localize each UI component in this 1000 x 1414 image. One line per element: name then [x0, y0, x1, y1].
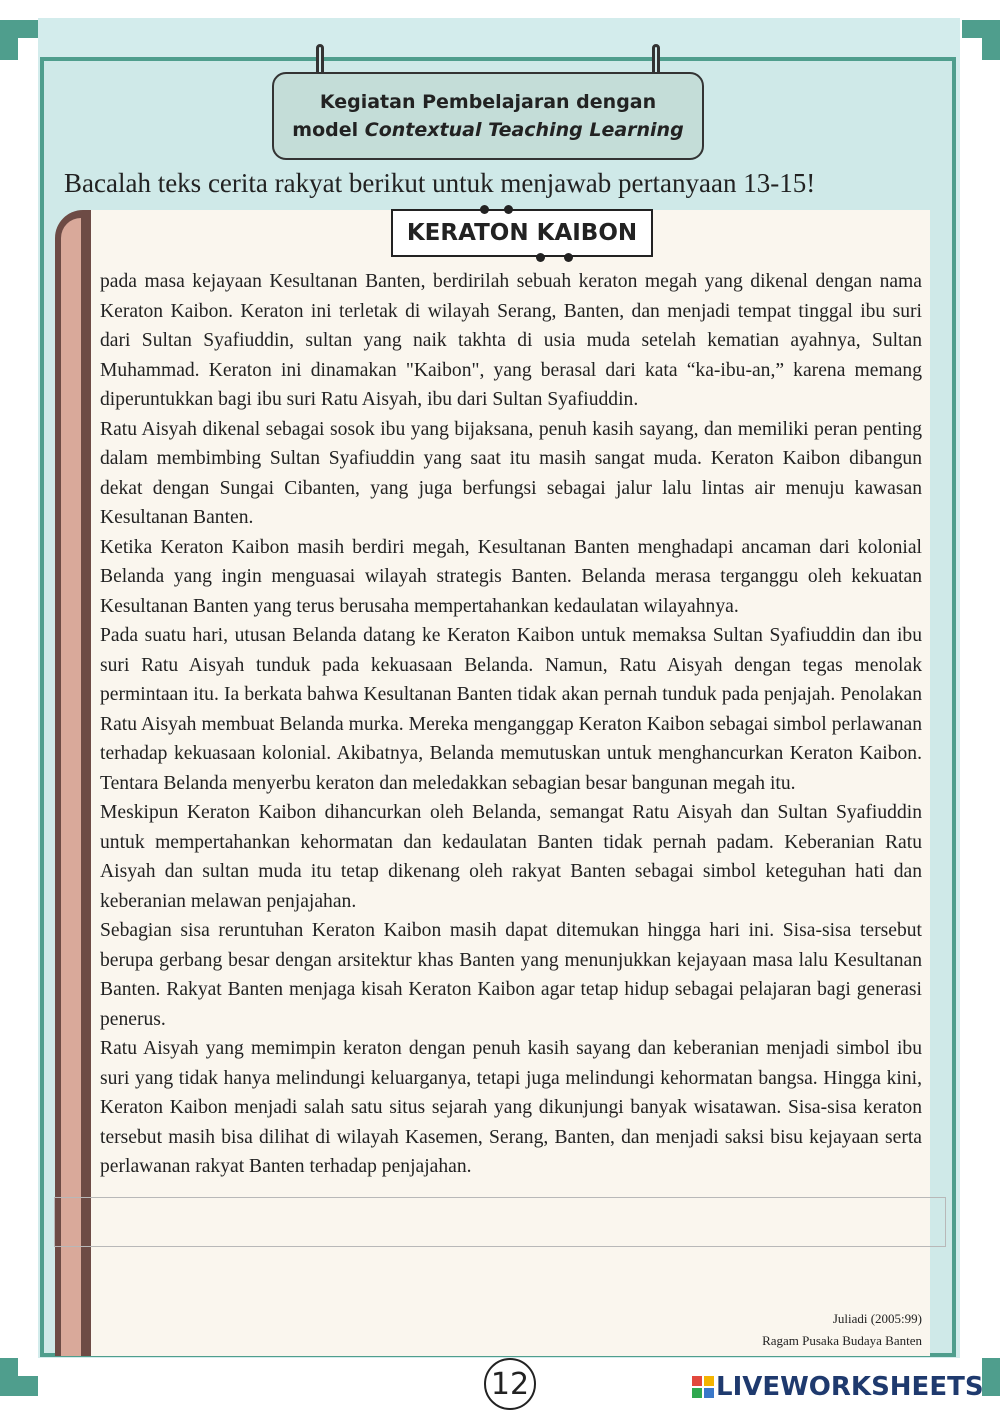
liveworksheets-logo[interactable] [692, 1372, 984, 1402]
decorative-side-stripe [55, 210, 91, 1356]
answer-box-outline [54, 1197, 946, 1247]
story-source [762, 1308, 922, 1352]
banner-line-2-method: Contextual Teaching Learning [364, 119, 684, 141]
source-author: Juliadi (2005:99) [832, 1311, 922, 1326]
story-paragraph: Ratu Aisyah yang memimpin keraton dengan penuh kasih sayang dan keberanian menjadi simbol ibu suri yang tidak hanya melindungi keluarganya, tetapi juga melindungi kehormatan bangsa. Hingga kini, Keraton Kaibon menjadi salah satu situs sejarah yang dikunjungi banyak wisatawan. Sisa-sisa keraton tersebut masih bisa dilihat di wilayah Kasemen, Serang, Banten, dan menjadi saksi bisu kejayaan serta perlawanan rakyat Banten terhadap penjajahan. [100, 1038, 922, 1177]
title-ornament-dot [480, 205, 489, 214]
story-paragraph: Meskipun Keraton Kaibon dihancurkan oleh Belanda, semangat Ratu Aisyah dan Sultan Syafiuddin untuk mempertahankan kehormatan dan kedaulatan Banten tidak pernah padam. Keberanian Ratu Aisyah dan sultan muda itu tetap dikenang oleh rakyat Banten sebagai simbol keteguhan hati dan keberanian melawan penjajahan. [100, 802, 922, 912]
liveworksheets-text: LIVEWORKSHEETS [716, 1372, 984, 1402]
corner-decoration-top-left [0, 20, 38, 38]
source-book: Ragam Pusaka Budaya Banten [762, 1333, 922, 1348]
corner-decoration-bottom-right [982, 1358, 1000, 1396]
story-body [100, 267, 922, 1182]
story-paragraph: Sebagian sisa reruntuhan Keraton Kaibon masih dapat ditemukan hingga hari ini. Sisa-sisa tersebut berupa gerbang besar dengan arsitektur khas Banten yang menunjukkan kejayaan masa lalu Kesultanan Banten. Rakyat Banten menjaga kisah Keraton Kaibon agar tetap hidup sebagai pelajaran bagi generasi penerus. [100, 920, 922, 1030]
title-ornament-dot [564, 253, 573, 262]
title-ornament-dot [536, 253, 545, 262]
reading-instruction: Bacalah teks cerita rakyat berikut untuk menjawab pertanyaan 13-15! [64, 168, 816, 198]
banner-line-2-prefix: model [292, 119, 365, 141]
banner-line-1: Kegiatan Pembelajaran dengan [319, 91, 657, 113]
banner-line-2 [292, 116, 683, 144]
story-paragraph: Ketika Keraton Kaibon masih berdiri megah, Kesultanan Banten menghadapi ancaman dari kolonial Belanda yang ingin menguasai wilayah strategis Banten. Belanda merasa terganggu oleh kekuatan Kesultanan Banten yang terus berusaha mempertahankan kedaulatan wilayahnya. [100, 536, 922, 617]
story-paragraph: Pada suatu hari, utusan Belanda datang ke Keraton Kaibon untuk memaksa Sultan Syafiuddin dan ibu suri Ratu Aisyah tunduk pada kekuasaan Belanda. Namun, Ratu Aisyah dengan tegas menolak permintaan itu. Ia berkata bahwa Kesultanan Banten tidak akan pernah tunduk pada penjajah. Penolakan Ratu Aisyah membuat Belanda murka. Mereka menganggap Keraton Kaibon sebagai simbol perlawanan terhadap kekuasaan kolonial. Akibatnya, Belanda memutuskan untuk menghancurkan Keraton Kaibon. Tentara Belanda menyerbu keraton dan meledakkan sebagian besar bangunan megah itu. [100, 625, 922, 794]
activity-banner [272, 72, 704, 160]
corner-decoration-bottom-left [0, 1376, 38, 1396]
corner-decoration-top-right [962, 20, 1000, 38]
liveworksheets-icon [692, 1376, 714, 1398]
story-paragraph: Ratu Aisyah dikenal sebagai sosok ibu yang bijaksana, penuh kasih sayang, dan memiliki peran penting dalam membimbing Sultan Syafiuddin yang saat itu masih sangat muda. Keraton Kaibon dibangun dekat dengan Sungai Cibanten, yang juga berfungsi sebagai jalur lalu lintas air menuju kawasan Kesultanan Banten. [100, 418, 922, 528]
story-paragraph: pada masa kejayaan Kesultanan Banten, berdirilah sebuah keraton megah yang dikenal dengan nama Keraton Kaibon. Keraton ini terletak di wilayah Serang, Banten, dan menjadi tempat tinggal ibu suri dari Sultan Syafiuddin, sultan yang naik takhta di usia muda setelah kematian ayahnya, Sultan Muhammad. Keraton ini dinamakan "Kaibon", yang berasal dari kata “ka-ibu-an,” karena memang diperuntukkan bagi ibu suri Ratu Aisyah, ibu dari Sultan Syafiuddin. [100, 271, 922, 410]
story-title: KERATON KAIBON [391, 209, 653, 257]
page-number: 12 [484, 1358, 536, 1410]
title-ornament-dot [504, 205, 513, 214]
